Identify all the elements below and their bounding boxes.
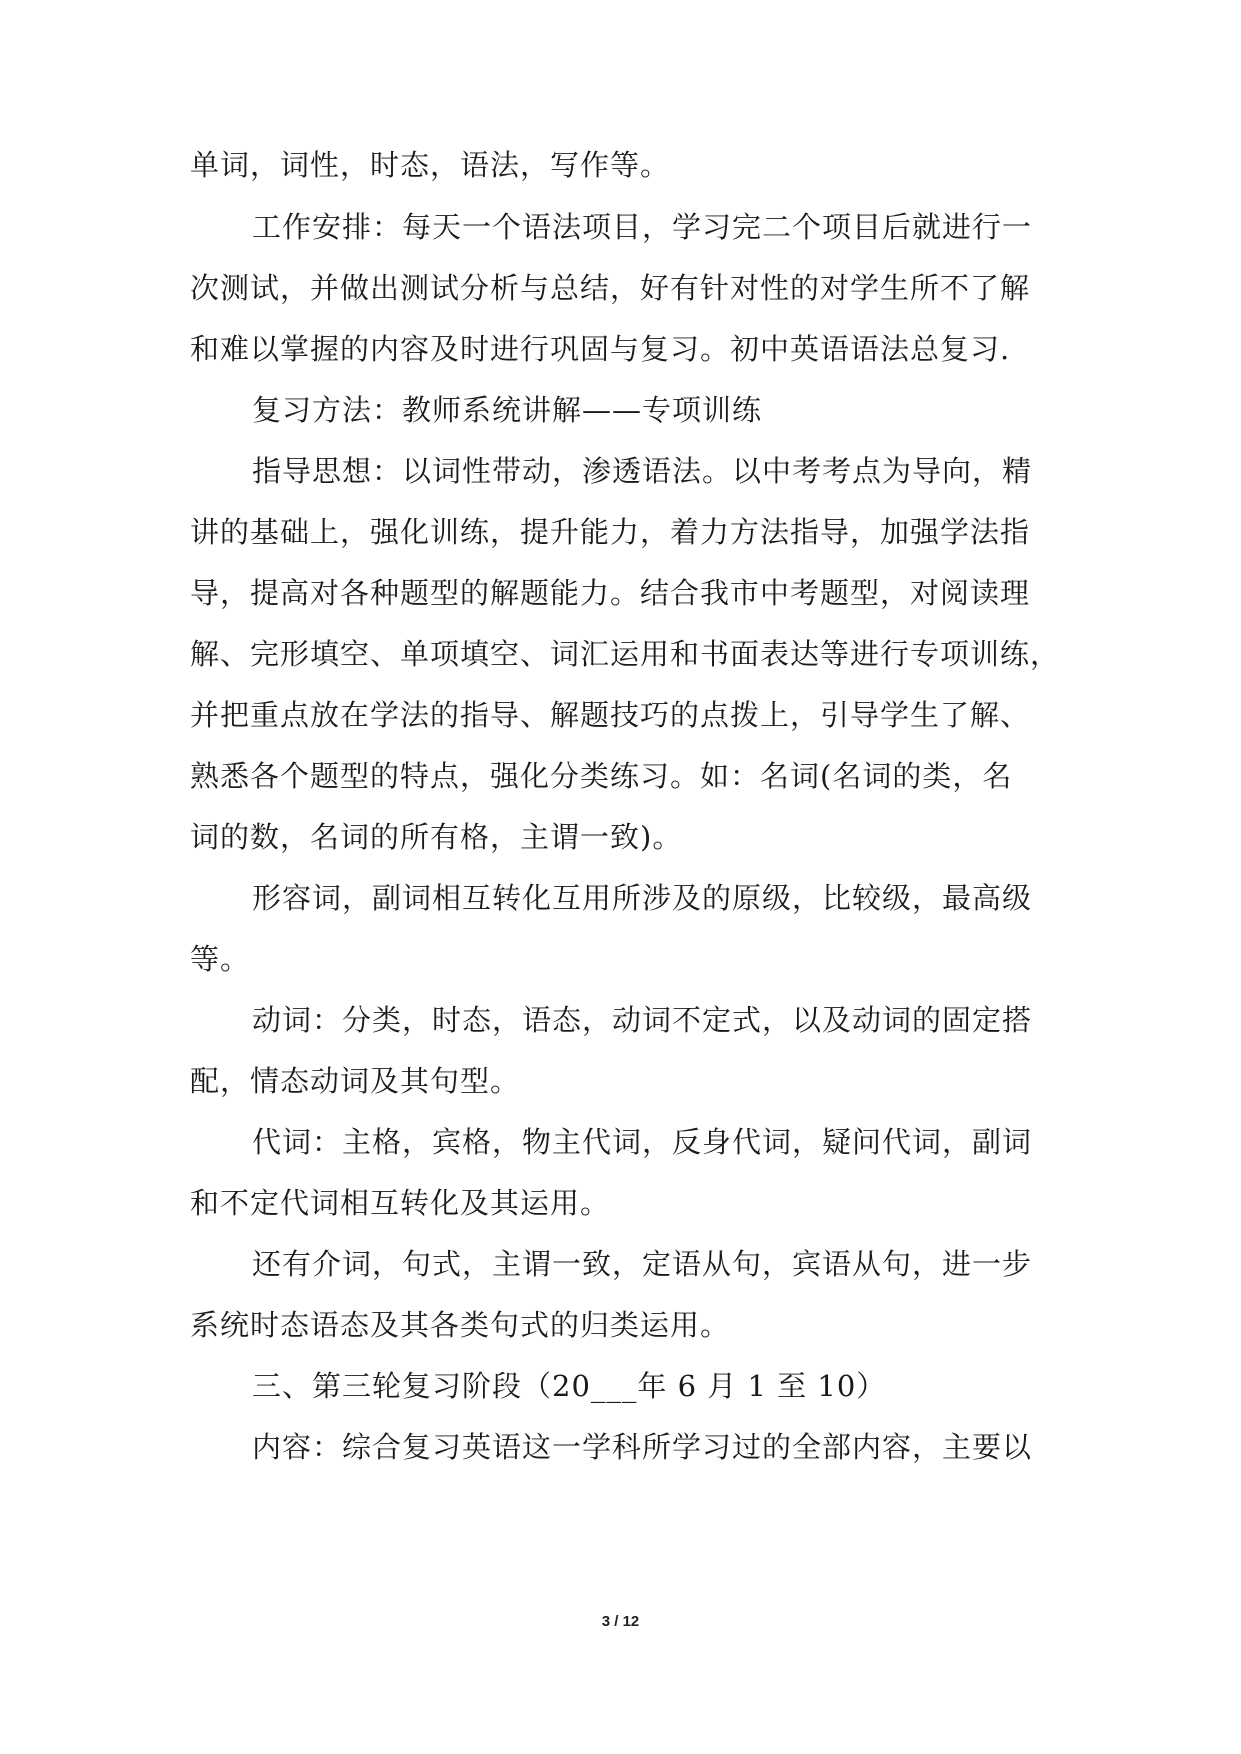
text-line: 配，情态动词及其句型。	[190, 1064, 521, 1098]
text-line: 单词，词性，时态，语法，写作等。	[190, 148, 671, 182]
text-line: 系统时态语态及其各类句式的归类运用。	[190, 1308, 731, 1342]
text-line: 形容词，副词相互转化互用所涉及的原级，比较级，最高级	[252, 881, 1033, 915]
text-line: 次测试，并做出测试分析与总结，好有针对性的对学生所不了解	[190, 271, 1031, 305]
text-line: 复习方法：教师系统讲解——专项训练	[252, 393, 763, 427]
text-line: 和不定代词相互转化及其运用。	[190, 1186, 611, 1220]
text-line: 指导思想：以词性带动，渗透语法。以中考考点为导向，精	[252, 454, 1033, 488]
text-line: 讲的基础上，强化训练，提升能力，着力方法指导，加强学法指	[190, 515, 1031, 549]
text-line: 工作安排：每天一个语法项目，学习完二个项目后就进行一	[252, 210, 1033, 244]
text-line: 词的数，名词的所有格，主谓一致)。	[190, 820, 683, 854]
text-line: 还有介词，句式，主谓一致，定语从句，宾语从句，进一步	[252, 1247, 1033, 1281]
text-line: 代词：主格，宾格，物主代词，反身代词，疑问代词，副词	[252, 1125, 1033, 1159]
text-line: 导，提高对各种题型的解题能力。结合我市中考题型，对阅读理	[190, 576, 1031, 610]
text-line: 解、完形填空、单项填空、词汇运用和书面表达等进行专项训练，	[190, 637, 1061, 671]
text-line: 动词：分类，时态，语态，动词不定式，以及动词的固定搭	[252, 1003, 1033, 1037]
text-line: 熟悉各个题型的特点，强化分类练习。如：名词(名词的类，名	[190, 759, 1013, 793]
text-line: 三、第三轮复习阶段（20___年 6 月 1 至 10）	[252, 1369, 887, 1403]
text-line: 内容：综合复习英语这一学科所学习过的全部内容，主要以	[252, 1430, 1033, 1464]
text-line: 等。	[190, 942, 251, 976]
page-number: 3 / 12	[601, 1613, 640, 1630]
text-line: 和难以掌握的内容及时进行巩固与复习。初中英语语法总复习.	[190, 332, 1011, 366]
text-line: 并把重点放在学法的指导、解题技巧的点拨上，引导学生了解、	[190, 698, 1031, 732]
